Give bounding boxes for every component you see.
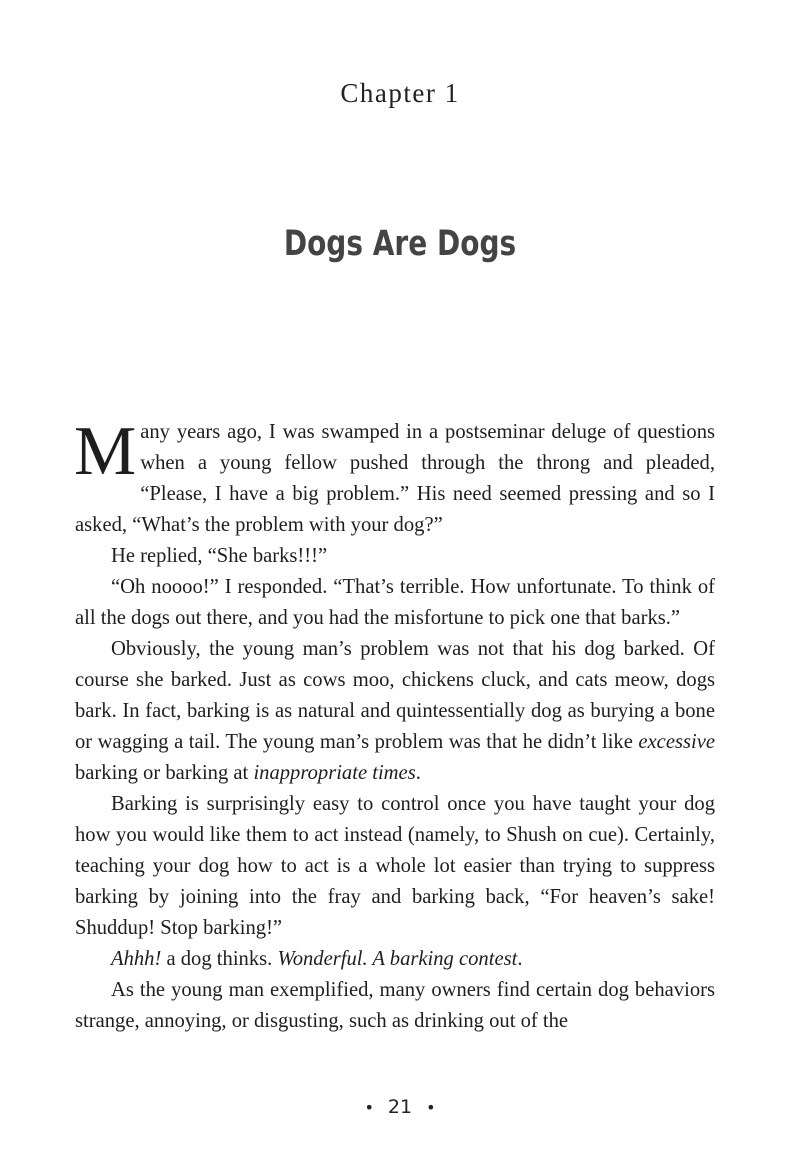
emphasis-text: Wonderful. A barking contest [277,948,518,970]
paragraph [74,413,715,541]
paragraph: “Oh noooo!” I responded. “That’s terrible. How unfortunate. To think of all the dogs out there, and you had the misfortune to pick one that barks.” [75,576,715,629]
paragraph-text: a dog thinks. [161,948,278,970]
emphasis-text: excessive [638,731,715,753]
paragraph: He replied, “She barks!!!” [111,545,328,567]
paragraph-text: . [517,948,523,970]
page-number: 21 [387,1096,413,1118]
bullet-left: • [364,1098,374,1117]
paragraph-text: barking or barking at [75,762,254,784]
body-text [74,413,715,1037]
bullet-right: • [426,1098,436,1117]
paragraph: Barking is surprisingly easy to control once you have taught your dog how you would like them to act instead (namely, to Shush on cue). Certainly, teaching your dog how to act is a whole lot easier than trying to suppress barking by joining into the fray and barking back, “For heaven’s sake! Shuddup! Stop barking!” [75,793,715,939]
page-footer [0,1096,800,1118]
paragraph-text: any years ago, I was swamped in a postseminar deluge of questions when a young fellow pushed through the throng and pleaded, “Please, I have a big problem.” His need seemed pressing and so I asked, “What’s the problem with your dog?” [75,421,715,536]
chapter-title: Dogs Are Dogs [283,224,517,264]
emphasis-text: inappropriate times [253,762,416,784]
drop-cap: M [74,413,137,490]
paragraph [75,944,715,975]
paragraph: As the young man exemplified, many owners find certain dog behaviors strange, annoying, or disgusting, such as drinking out of the [75,979,715,1032]
paragraph-text: . [415,762,421,784]
paragraph [75,634,715,789]
emphasis-text: Ahhh! [111,948,162,970]
chapter-number: Chapter 1 [340,78,460,108]
paragraph-text: Obviously, the young man’s problem was not that his dog barked. Of course she barked. Just as cows moo, chickens cluck, and cats meow, dogs bark. In fact, barking is as natural and quintessentially dog as burying a bone or wagging a tail. The young man’s problem was that he didn’t like [75,638,715,753]
